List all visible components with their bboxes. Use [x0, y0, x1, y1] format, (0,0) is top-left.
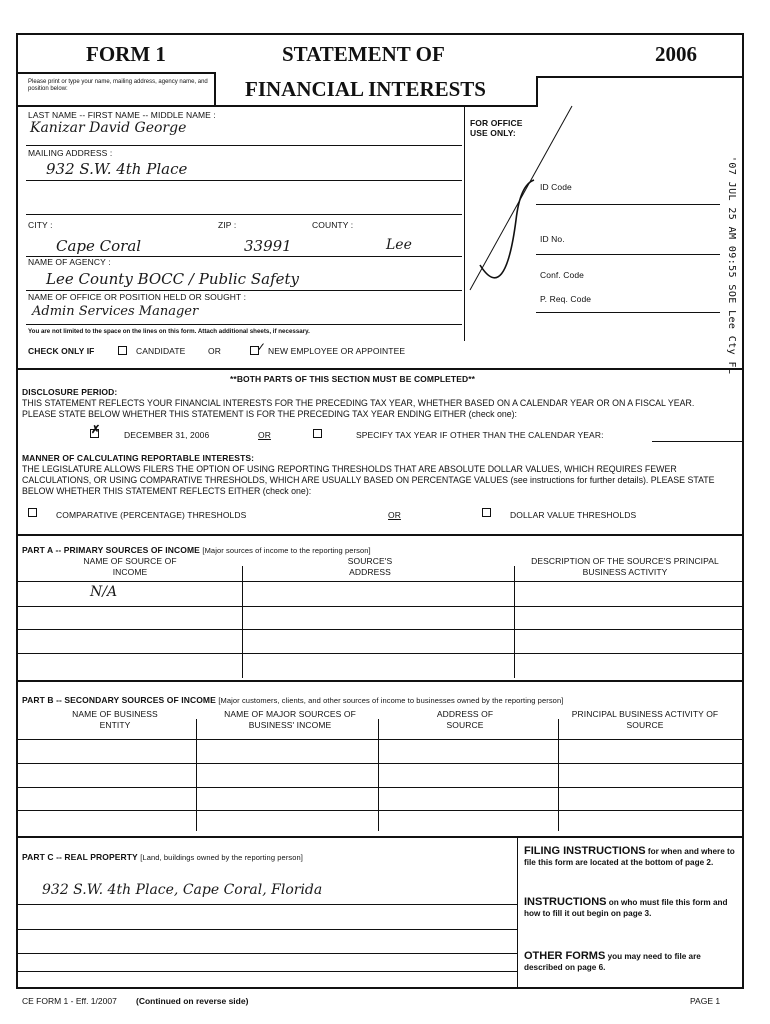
part-b-subtitle: [Major customers, clients, and other sources of income to businesses owned by the reporting person]: [218, 696, 564, 705]
received-stamp: '07 JUL 25 AM 09:55 SOE Lee Cty FL: [726, 156, 737, 375]
form-title-line1: STATEMENT OF: [282, 42, 445, 66]
city-label: CITY :: [28, 220, 53, 230]
other-forms-text: you may need to file are described on page 6.: [524, 952, 701, 972]
part-a-subtitle: [Major sources of income to the reporting person]: [202, 546, 371, 555]
part-a-col2-header: SOURCE'S ADDRESS: [347, 556, 393, 577]
space-note: You are not limited to the space on the lines on this form. Attach additional sheets, if necessary.: [28, 328, 310, 335]
part-c-subtitle: [Land, buildings owned by the reporting person]: [140, 853, 303, 862]
part-a-col1-header: NAME OF SOURCE OF INCOME: [83, 556, 177, 577]
footer-continued: (Continued on reverse side): [136, 996, 249, 1006]
manner-title: MANNER OF CALCULATING REPORTABLE INTERESTS:: [22, 453, 255, 463]
part-c-entry[interactable]: 932 S.W. 4th Place, Cape Coral, Florida: [42, 882, 323, 898]
form-number: FORM 1: [86, 42, 166, 66]
form-title-line2: FINANCIAL INTERESTS: [245, 77, 486, 101]
candidate-label: CANDIDATE: [136, 346, 186, 356]
specify-year-checkbox[interactable]: [313, 429, 322, 438]
part-a-col3-header: DESCRIPTION OF THE SOURCE'S PRINCIPAL BUSINESS ACTIVITY: [531, 556, 719, 577]
office-label: NAME OF OFFICE OR POSITION HELD OR SOUGHT :: [28, 292, 247, 302]
period-or: OR: [258, 430, 271, 440]
comparative-label: COMPARATIVE (PERCENTAGE) THRESHOLDS: [56, 510, 247, 520]
agency-field[interactable]: Lee County BOCC / Public Safety: [46, 270, 299, 288]
check-only-label: CHECK ONLY IF: [28, 346, 95, 356]
county-label: COUNTY :: [312, 220, 354, 230]
name-field[interactable]: Kanizar David George: [30, 120, 187, 136]
office-field[interactable]: Admin Services Manager: [32, 304, 199, 319]
id-no-label: ID No.: [540, 234, 565, 244]
mailing-address-field[interactable]: 932 S.W. 4th Place: [46, 160, 188, 178]
instructions-head: INSTRUCTIONS: [524, 896, 607, 908]
part-b-col1-header: NAME OF BUSINESS ENTITY: [72, 709, 158, 730]
other-forms-block: [524, 951, 738, 973]
id-code-label: ID Code: [540, 182, 572, 192]
dollar-label: DOLLAR VALUE THRESHOLDS: [510, 510, 637, 520]
part-b-title: PART B -- SECONDARY SOURCES OF INCOME: [22, 695, 216, 705]
footer-page: PAGE 1: [690, 996, 721, 1006]
agency-label: NAME OF AGENCY :: [28, 257, 111, 267]
instructions-block: [524, 897, 738, 919]
instructions-text: on who must file this form and how to fill it out begin on page 3.: [524, 898, 728, 918]
manner-text: THE LEGISLATURE ALLOWS FILERS THE OPTION OF USING REPORTING THRESHOLDS THAT ARE ABSOLUTE DOLLAR VALUES, WHICH REQUIRES FEWER CALCULATIONS, OR USING COMPARATIVE THRESHOLDS, WHICH ARE USUALLY BASED ON PERCENTAGE VALUES (see instructions for further details). PLEASE STATE BELOW WHETHER THIS STATEMENT REFLECTS EITHER (check one):: [22, 464, 715, 496]
or-label: OR: [208, 346, 221, 356]
filing-instructions: [524, 846, 738, 868]
comparative-checkbox[interactable]: [28, 508, 37, 517]
other-forms-head: OTHER FORMS: [524, 950, 606, 962]
disclosure-period-title: DISCLOSURE PERIOD:: [22, 387, 118, 397]
part-a-entry[interactable]: N/A: [90, 584, 118, 600]
part-b-col3-header: ADDRESS OF SOURCE: [436, 709, 494, 730]
p-req-code-label: P. Req. Code: [540, 294, 592, 304]
both-parts-note: **BOTH PARTS OF THIS SECTION MUST BE COMPLETED**: [230, 374, 476, 384]
city-field[interactable]: Cape Coral: [56, 237, 142, 255]
county-field[interactable]: Lee: [386, 237, 412, 253]
dec31-check-mark: ✗: [91, 424, 101, 436]
part-c-title: PART C -- REAL PROPERTY: [22, 852, 138, 862]
conf-code-label: Conf. Code: [540, 270, 584, 280]
form-year: 2006: [655, 42, 697, 66]
name-label: LAST NAME -- FIRST NAME -- MIDDLE NAME :: [28, 110, 216, 120]
specify-year-label: SPECIFY TAX YEAR IF OTHER THAN THE CALENDAR YEAR:: [356, 430, 604, 440]
part-a-title: PART A -- PRIMARY SOURCES OF INCOME: [22, 545, 200, 555]
zip-label: ZIP :: [218, 220, 237, 230]
new-employee-label: NEW EMPLOYEE OR APPOINTEE: [268, 346, 406, 356]
office-use-label: FOR OFFICE USE ONLY:: [470, 118, 523, 138]
new-employee-check-mark: ✓: [256, 340, 267, 354]
filing-instructions-head: FILING INSTRUCTIONS: [524, 845, 646, 857]
dec31-label: DECEMBER 31, 2006: [124, 430, 210, 440]
part-b-col4-header: PRINCIPAL BUSINESS ACTIVITY OF SOURCE: [571, 709, 719, 730]
mailing-label: MAILING ADDRESS :: [28, 148, 113, 158]
candidate-checkbox[interactable]: [118, 346, 127, 355]
footer-form-id: CE FORM 1 - Eff. 1/2007: [22, 996, 117, 1006]
dollar-checkbox[interactable]: [482, 508, 491, 517]
zip-field[interactable]: 33991: [244, 237, 292, 255]
manner-or: OR: [388, 510, 401, 520]
print-instruction: Please print or type your name, mailing address, agency name, and position below:: [28, 79, 208, 92]
filing-instructions-text: for when and where to file this form are located at the bottom of page 2.: [524, 847, 735, 867]
part-b-col2-header: NAME OF MAJOR SOURCES OF BUSINESS' INCOME: [224, 709, 356, 730]
disclosure-period-text: THIS STATEMENT REFLECTS YOUR FINANCIAL INTERESTS FOR THE PRECEDING TAX YEAR, WHETHER BASED ON A CALENDAR YEAR OR ON A FISCAL YEAR. PLEASE STATE BELOW WHETHER THIS STATEMENT IS FOR THE PRECEDING TAX YEAR ENDING EITHER (check one):: [22, 398, 695, 419]
